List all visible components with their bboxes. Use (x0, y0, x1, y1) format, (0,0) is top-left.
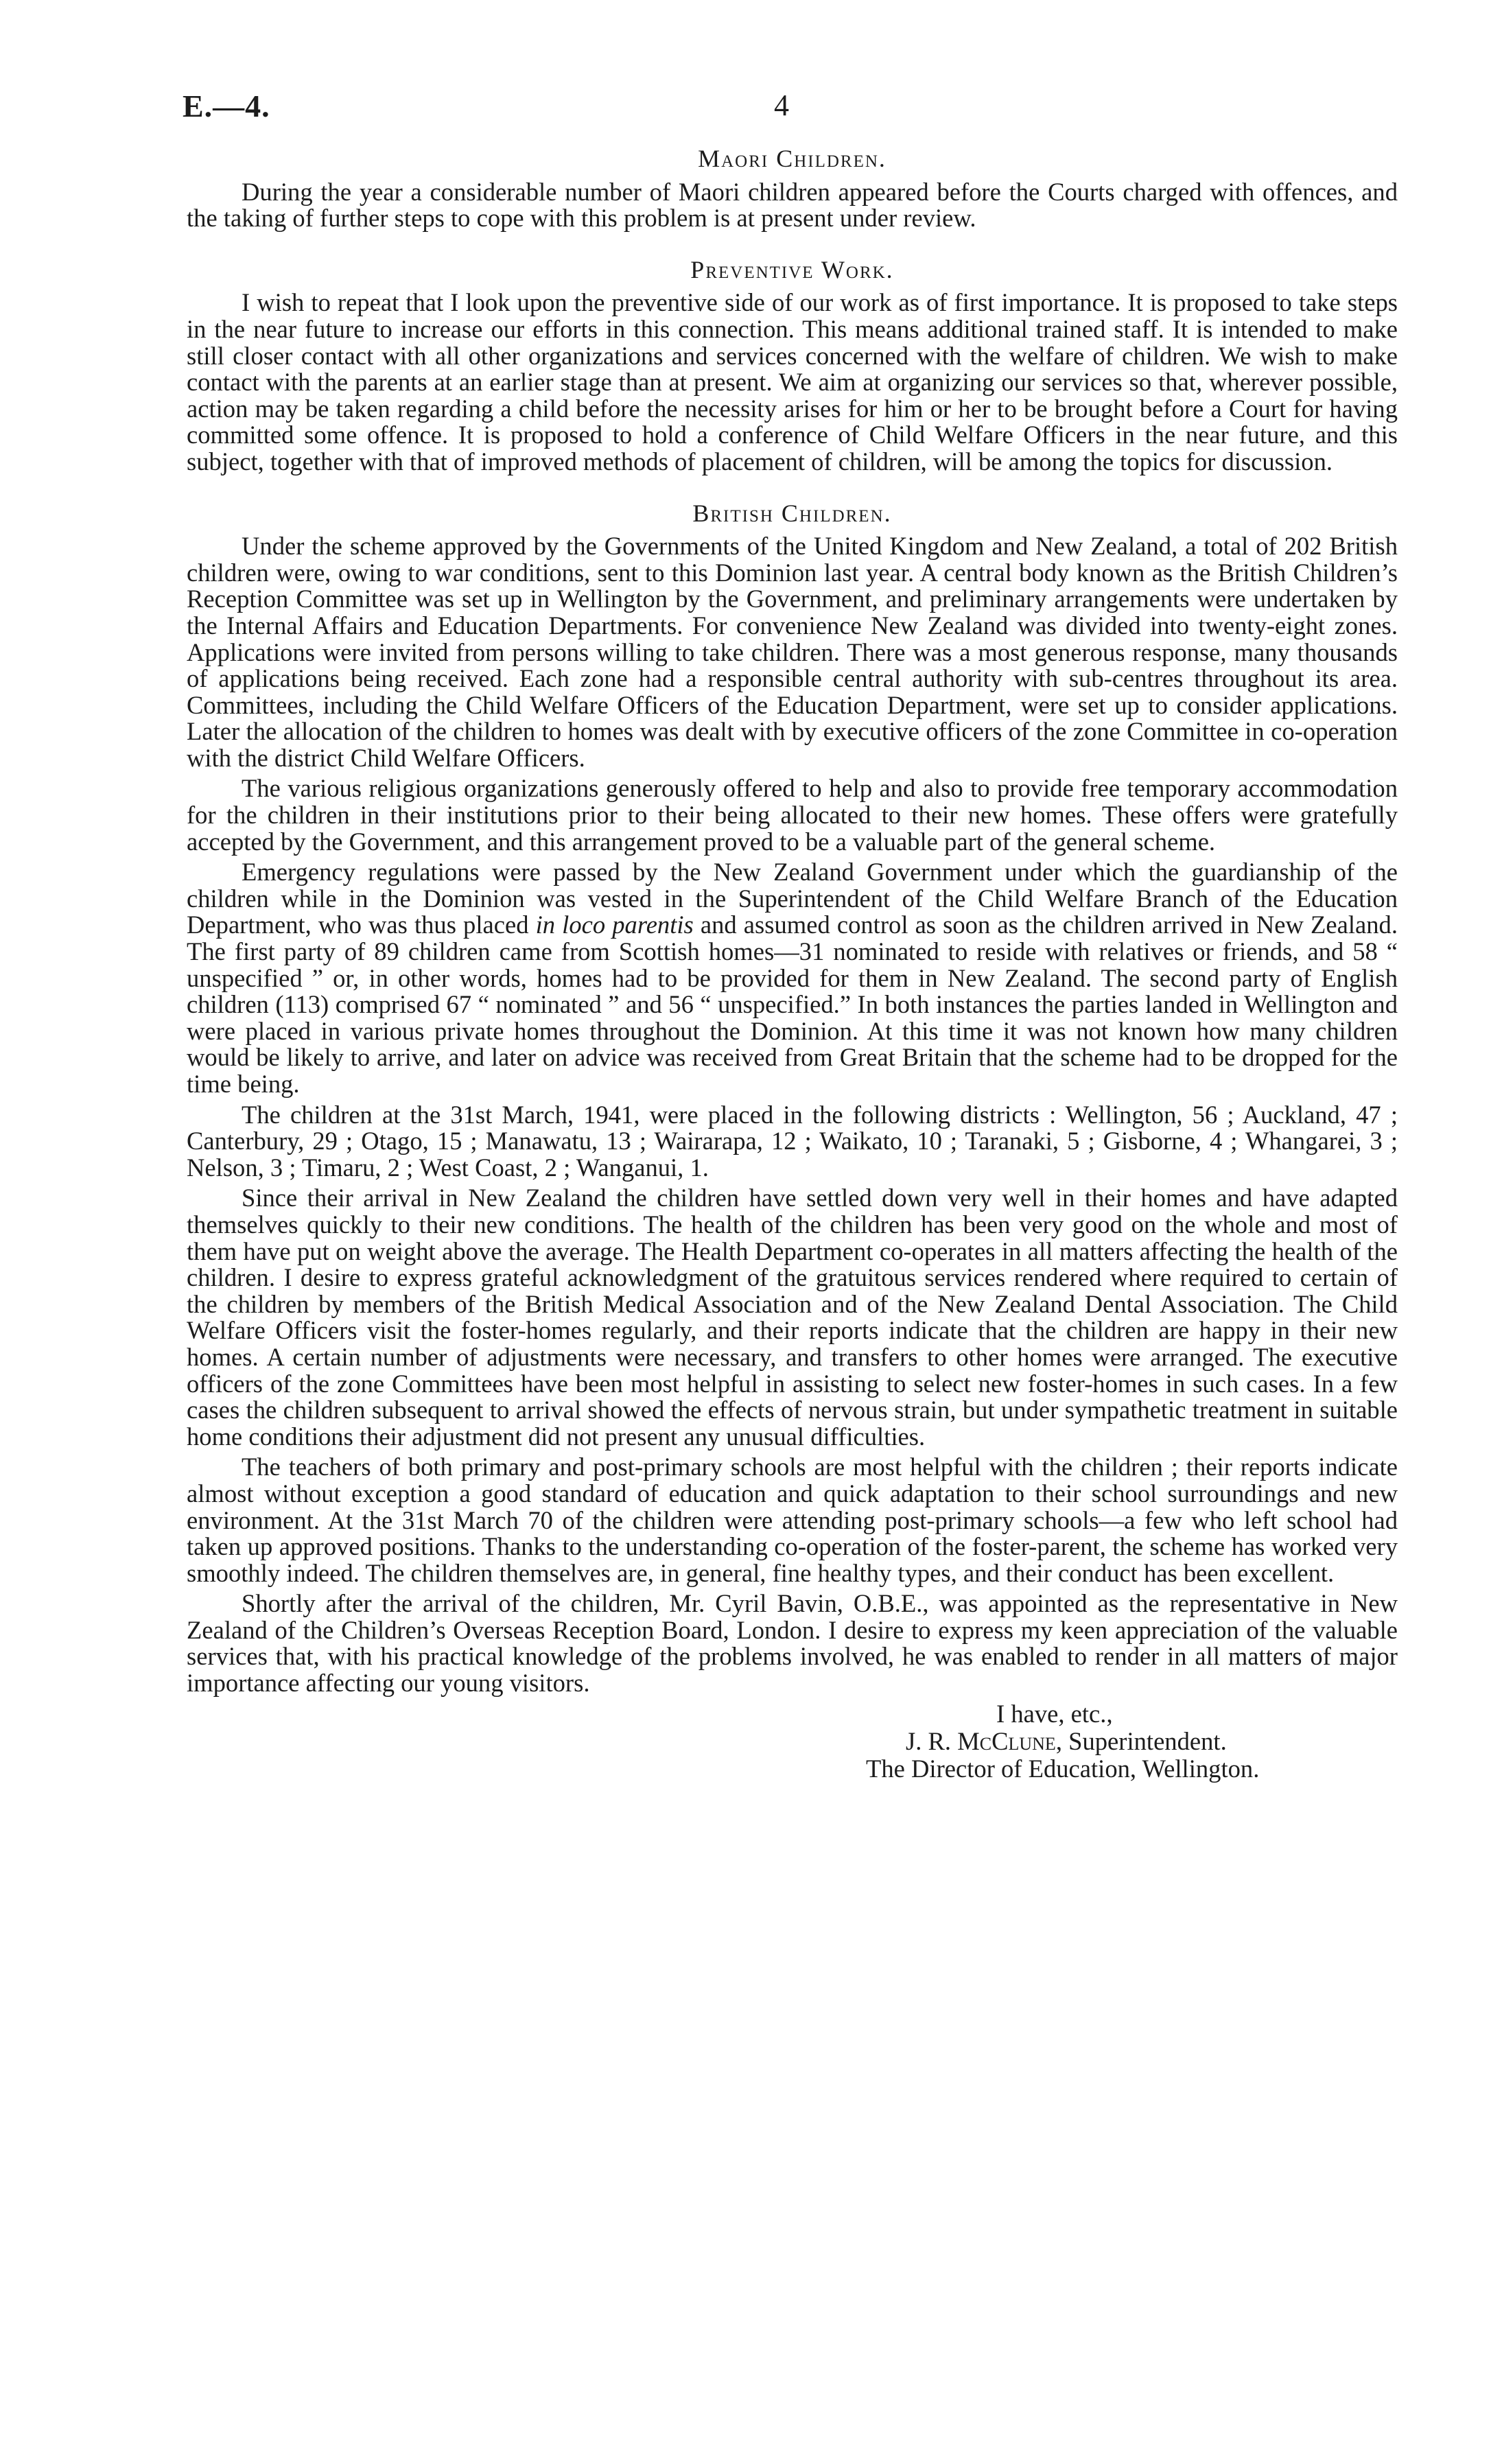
paragraph: During the year a considerable number of Maori children appeared before the Courts charged with offences, and the taking of further steps to cope with this problem is at present under review. (187, 177, 1398, 233)
section-heading-british-children: British Children. (692, 499, 892, 527)
paragraph-districts: The children at the 31st March, 1941, were placed in the following districts : Wellington, 56 ; Auckland, 47 ; Canterbury, 29 ; Otago, 15 ; Manawatu, 13 ; Wairarapa, 12 ; Waikato, 10 ; Taranaki, 5 ; Gisborne, 4 ; Whangarei, 3 ; Nelson, 3 ; Timaru, 2 ; West Coast, 2 ; Wanganui, 1. (187, 1100, 1398, 1182)
paragraph: I wish to repeat that I look upon the preventive side of our work as of first importance. It is proposed to take steps in the near future to increase our efforts in this connection. This means additional trained staff. It is intended to make still closer contact with all other organizations and services concerned with the welfare of children. We wish to make contact with the parents at an earlier stage than at present. We aim at organizing our services so that, wherever possible, action may be taken regarding a child before the necessity arises for him or her to be brought before a Court for having committed some offence. It is proposed to hold a conference of Child Welfare Officers in the near future, and this subject, together with that of improved methods of placement of children, will be among the topics for discussion. (187, 288, 1398, 476)
paragraph: Under the scheme approved by the Governments of the United Kingdom and New Zealand, a total of 202 British children were, owing to war conditions, sent to this Dominion last year. A central body known as the British Children’s Reception Committee was set up in Wellington by the Government, and preliminary arrangements were undertaken by the Internal Affairs and Education Departments. For convenience New Zealand was divided into twenty-eight zones. Applications were invited from persons willing to take children. There was a most generous response, many thousands of applications being received. Each zone had a responsible central authority with sub-centres throughout its area. Committees, including the Child Welfare Officers of the Education Department, were set up to consider applications. Later the allocation of the children to homes was dealt with by executive officers of the zone Committee in co-operation with the district Child Welfare Officers. (187, 532, 1398, 772)
document-body (187, 145, 1398, 1811)
section-heading-preventive-work: Preventive Work. (690, 255, 894, 283)
paragraph: Shortly after the arrival of the children, Mr. Cyril Bavin, O.B.E., was appointed as the representative in New Zealand of the Children’s Overseas Reception Board, London. I desire to express my keen appreciation of the valuable services that, with his practical knowledge of the problems involved, he was enabled to render in all matters of major importance affecting our young visitors. (187, 1589, 1398, 1698)
page-reference: E.—4. (183, 89, 270, 124)
latin-phrase: in loco parentis (535, 911, 694, 939)
text-run: Emergency regulations were passed by the New Zealand Government under which the guardianship of the children while in the Dominion was vested in the Superintendent of the Child Welfare Branch of the Education Department, who was thus placed (187, 858, 1398, 939)
text-run: and assumed control as soon as the children arrived in New Zealand. The first party of 89 children came from Scottish homes—31 nominated to reside with relatives or friends, and 58 “ unspecified ” or, in other words, homes had to be provided for them in New Zealand. The second party of English children (113) comprised 67 “ nominated ” and 56 “ unspecified.” In both instances the parties landed in Wellington and were placed in various private homes throughout the Dominion. At this time it was not known how many children would be likely to arrive, and later on advice was received from Great Britain that the scheme had to be dropped for the time being. (187, 911, 1398, 1098)
closing-line: I have, etc., (996, 1699, 1113, 1728)
addressee-line: The Director of Education, Wellington. (866, 1754, 1260, 1783)
page-number: 4 (774, 89, 789, 122)
signatory-name: McClune (957, 1726, 1056, 1755)
paragraph: The various religious organizations generously offered to help and also to provide free temporary accommodation for the children in their institutions prior to their being allocated to their new homes. These offers were gratefully accepted by the Government, and this arrangement proved to be a valuable part of the general scheme. (187, 774, 1398, 856)
paragraph: The teachers of both primary and post-primary schools are most helpful with the children ; their reports indicate almost without exception a good standard of education and quick adaptation to their school surroundings and new environment. At the 31st March 70 of the children were attending post-primary schools—a few who left school had taken up approved positions. Thanks to the understanding co-operation of the foster-parent, the scheme has worked very smoothly indeed. The children themselves are, in general, fine healthy types, and their conduct has been excellent. (187, 1453, 1398, 1587)
paragraph: Since their arrival in New Zealand the children have settled down very well in their homes and have adapted themselves quickly to their new conditions. The health of the children has been very good on the whole and most of them have put on weight above the average. The Health Department co-operates in all matters affecting the health of the children. I desire to express grateful acknowledgment of the gratuitous services rendered where required to certain of the children by members of the British Medical Association and of the New Zealand Dental Association. The Child Welfare Officers visit the foster-homes regularly, and their reports indicate that the children are happy in their new homes. A certain number of adjustments were necessary, and transfers to other homes were arranged. The executive officers of the zone Committees have been most helpful in assisting to select new foster-homes in such cases. In a few cases the children subsequent to arrival showed the effects of nervous strain, but under sympathetic treatment in suitable home conditions their adjustment did not present any unusual difficulties. (187, 1184, 1398, 1451)
section-heading-maori-children: Maori Children. (698, 145, 887, 172)
paragraph-guardianship (187, 859, 1398, 1097)
signatory-initials: J. R. (906, 1726, 952, 1755)
signatory-title: , Superintendent. (1055, 1726, 1227, 1755)
signoff-block (187, 1701, 1398, 1811)
signature-line (906, 1728, 1227, 1755)
